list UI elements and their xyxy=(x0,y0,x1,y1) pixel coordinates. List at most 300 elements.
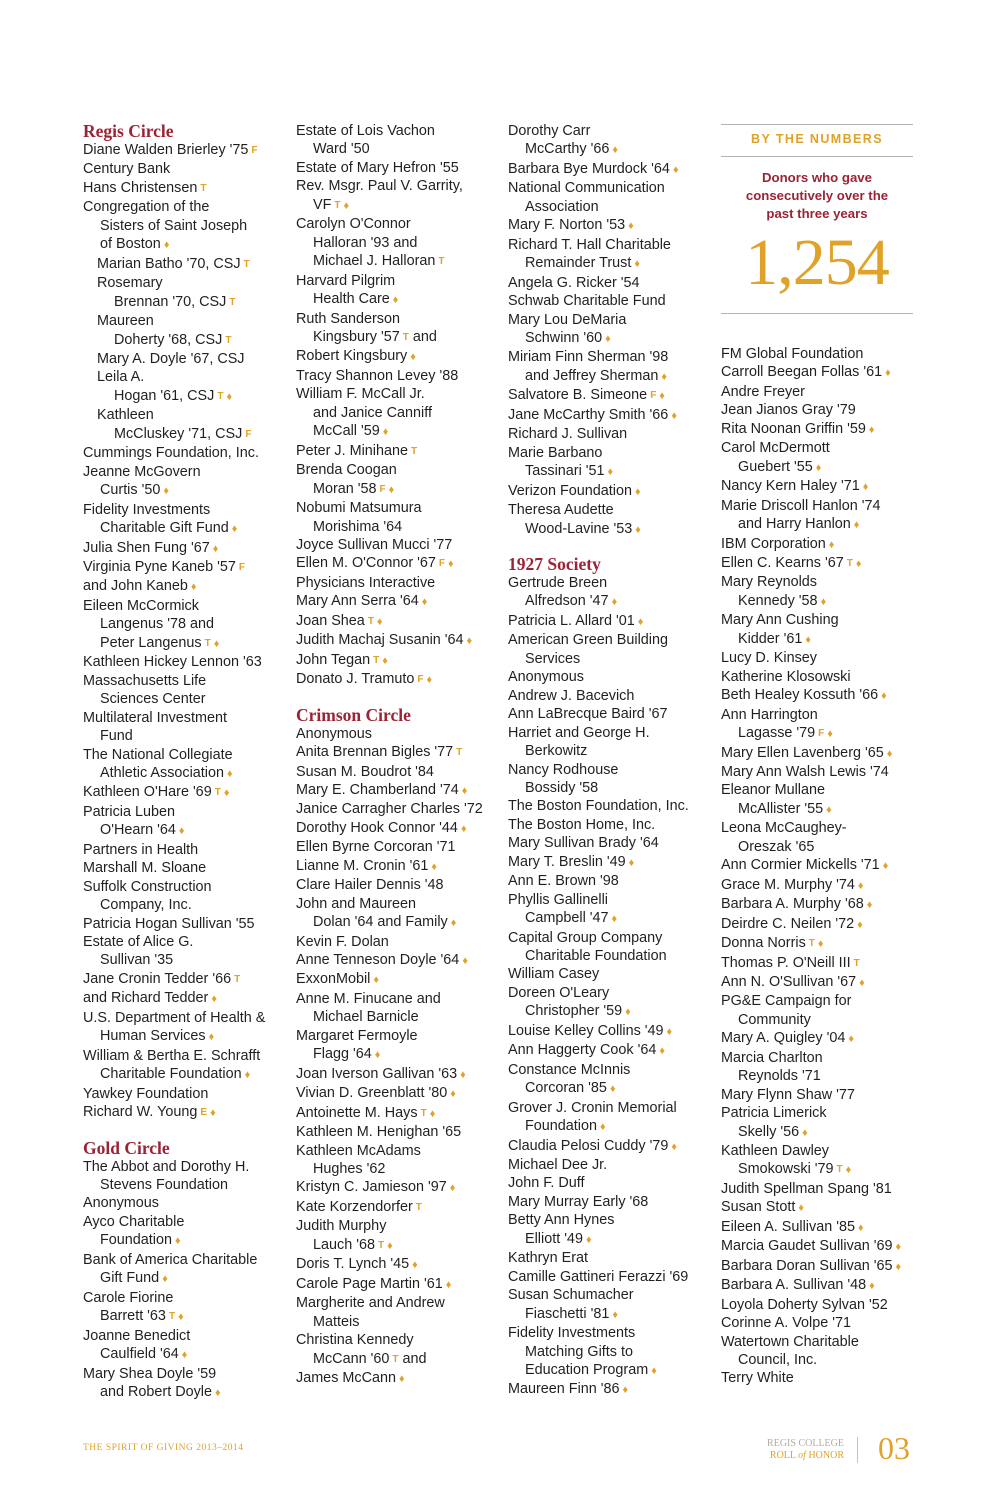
donor-entry xyxy=(296,612,492,631)
donor-entry xyxy=(721,1104,921,1142)
diamond-icon: ♦ xyxy=(634,258,640,271)
donor-entry xyxy=(508,631,704,668)
donor-name: Mary Ann Walsh Lewis '74 xyxy=(721,763,889,780)
donor-entry xyxy=(508,425,704,443)
donor-entry xyxy=(296,895,492,933)
donor-name: Charitable Foundation xyxy=(525,948,667,965)
donor-name: Partners in Health xyxy=(83,841,199,858)
donor-name: Ann N. O'Sullivan '67 xyxy=(721,973,857,990)
donor-entry xyxy=(83,915,279,933)
donor-entry xyxy=(721,611,921,649)
giving-marker-f-icon: F xyxy=(417,674,424,686)
donor-entry xyxy=(83,1009,279,1047)
donor-name: Jane Cronin Tedder '66 xyxy=(83,970,232,987)
donor-entry xyxy=(83,179,279,198)
diamond-icon: ♦ xyxy=(600,1121,606,1134)
diamond-icon: ♦ xyxy=(612,1308,618,1321)
diamond-icon: ♦ xyxy=(211,993,217,1006)
diamond-icon: ♦ xyxy=(635,485,641,498)
donor-entry xyxy=(83,1085,279,1103)
donor-entry xyxy=(296,951,492,970)
donor-name: Carole Page Martin '61 xyxy=(296,1275,443,1292)
giving-marker-t-icon: T xyxy=(846,557,853,569)
footer-brand-of: of xyxy=(798,1449,806,1461)
donor-name: Capital Group Company xyxy=(508,929,663,946)
diamond-icon: ♦ xyxy=(212,542,219,555)
donor-entry xyxy=(296,838,492,856)
donor-name: PG&E Campaign for xyxy=(721,993,852,1010)
donor-name: Human Services xyxy=(100,1028,206,1045)
diamond-icon: ♦ xyxy=(826,803,832,816)
donor-entry xyxy=(296,1198,492,1217)
diamond-icon: ♦ xyxy=(387,1239,393,1252)
donor-name: John and Maureen xyxy=(296,895,417,912)
page-number: 03 xyxy=(878,1430,910,1466)
donor-entry xyxy=(296,1104,492,1123)
donor-entry xyxy=(508,834,704,852)
diamond-icon: ♦ xyxy=(223,787,230,800)
donor-entry xyxy=(83,406,279,444)
donor-entry xyxy=(83,1213,279,1251)
donor-name: Ayco Charitable xyxy=(83,1213,185,1230)
footer-brand-line-2 xyxy=(767,1450,844,1462)
donor-name: Dorothy Hook Connor '44 xyxy=(296,819,458,836)
donor-name: ExxonMobil xyxy=(296,971,371,988)
donor-entry xyxy=(296,215,492,271)
giving-marker-t-icon: T xyxy=(229,296,236,308)
donor-name: McCarthy '66 xyxy=(525,141,610,158)
donor-name: Barbara A. Murphy '68 xyxy=(721,896,864,913)
donor-entry xyxy=(83,783,279,802)
giving-marker-t-icon: T xyxy=(377,1239,385,1251)
donor-entry xyxy=(721,1218,921,1237)
donor-entry xyxy=(296,159,492,177)
donor-entry xyxy=(296,347,492,366)
diamond-icon: ♦ xyxy=(462,955,468,968)
donor-name: Mary F. Norton '53 xyxy=(508,217,626,234)
donor-name: Caulfield '64 xyxy=(100,1346,179,1363)
donor-entry xyxy=(296,1178,492,1197)
by-the-numbers-box xyxy=(721,124,913,314)
donor-name: Eileen McCormick xyxy=(83,597,199,614)
donor-name: Mary Reynolds xyxy=(721,574,817,591)
donor-name: Bank of America Charitable xyxy=(83,1251,258,1268)
diamond-icon: ♦ xyxy=(869,1280,875,1293)
donor-name: Claudia Pelosi Cuddy '79 xyxy=(508,1137,669,1154)
giving-marker-t-icon: T xyxy=(392,1353,399,1365)
donor-name: Virginia Pyne Kaneb '57 xyxy=(83,558,236,575)
donor-name: Skelly '56 xyxy=(738,1123,800,1140)
donor-entry xyxy=(83,933,279,970)
donor-entry xyxy=(508,872,704,890)
donor-entry xyxy=(296,536,492,554)
donor-entry xyxy=(508,574,704,612)
diamond-icon: ♦ xyxy=(628,220,634,233)
donor-name: Hughes '62 xyxy=(313,1161,386,1178)
donor-entry xyxy=(296,367,492,385)
donor-entry xyxy=(83,841,279,859)
donor-name: Kathleen O'Hare '69 xyxy=(83,784,212,801)
donor-name: Carol McDermott xyxy=(721,440,830,457)
diamond-icon: ♦ xyxy=(388,483,395,496)
donor-entry xyxy=(296,1142,492,1179)
rule-middle xyxy=(721,156,913,157)
donor-name: Association xyxy=(525,198,599,215)
donor-entry xyxy=(721,934,921,953)
donor-entry xyxy=(296,725,492,743)
diamond-icon: ♦ xyxy=(671,409,677,422)
donor-name: Lucy D. Kinsey xyxy=(721,650,817,667)
donor-name: Ann Harrington xyxy=(721,706,818,723)
donor-entry xyxy=(508,292,704,310)
donor-entry xyxy=(83,198,279,254)
giving-marker-f-icon: F xyxy=(251,145,258,156)
donor-name: Rita Noonan Griffin '59 xyxy=(721,420,866,437)
giving-marker-t-icon: T xyxy=(438,256,445,268)
diamond-icon: ♦ xyxy=(163,239,170,252)
donor-name: Kingsbury '57 xyxy=(313,328,400,345)
donor-entry xyxy=(721,477,921,496)
diamond-icon: ♦ xyxy=(857,1221,864,1234)
donor-entry xyxy=(508,687,704,705)
donor-name: William & Bertha E. Schrafft xyxy=(83,1047,261,1064)
donor-name: Rosemary xyxy=(97,275,163,292)
donor-name: Ann LaBrecque Baird '67 xyxy=(508,706,668,723)
donor-entry xyxy=(83,255,279,274)
donor-entry xyxy=(721,1237,921,1256)
donor-name: Patricia Limerick xyxy=(721,1105,827,1122)
donor-entry xyxy=(83,597,279,653)
donor-name: Kathleen xyxy=(97,407,154,424)
diamond-icon: ♦ xyxy=(382,426,389,439)
donor-entry xyxy=(296,442,492,461)
donor-name: Donna Norris xyxy=(721,935,806,952)
diamond-icon: ♦ xyxy=(190,581,197,594)
donor-entry xyxy=(296,1084,492,1103)
rule-bottom xyxy=(721,313,913,314)
donor-name: Schwinn '60 xyxy=(525,329,603,346)
donor-entry xyxy=(508,236,704,274)
donor-name: Ruth Sanderson xyxy=(296,310,401,327)
donor-name: Education Program xyxy=(525,1362,649,1378)
donor-name: Doherty '68, CSJ xyxy=(114,331,223,348)
donor-name-continuation: and xyxy=(408,328,437,345)
donor-name: Corinne A. Volpe '71 xyxy=(721,1315,851,1332)
footer-divider xyxy=(857,1437,858,1463)
donor-entry xyxy=(721,876,921,895)
donor-entry xyxy=(508,1211,704,1249)
section-heading: 1927 Society xyxy=(508,553,601,574)
donor-entry xyxy=(721,1086,921,1104)
donor-entry xyxy=(83,501,279,539)
donor-name: Smokowski '79 xyxy=(738,1161,834,1178)
donor-entry xyxy=(508,160,704,179)
donor-entry xyxy=(296,272,492,310)
donor-entry xyxy=(721,497,921,535)
diamond-icon: ♦ xyxy=(637,615,644,628)
donor-name: Hans Christensen xyxy=(83,179,198,196)
donor-entry xyxy=(296,1275,492,1294)
donor-name: Kathleen Dawley xyxy=(721,1143,829,1160)
donor-name: Council, Inc. xyxy=(738,1352,818,1369)
donor-section xyxy=(83,122,279,1123)
donor-name: Judith Murphy xyxy=(296,1218,387,1235)
donor-entry xyxy=(508,1174,704,1192)
giving-marker-t-icon: T xyxy=(373,654,380,666)
donor-section xyxy=(296,706,492,1389)
donor-name: Katherine Klosowski xyxy=(721,668,851,685)
donor-name: The Abbot and Dorothy H. xyxy=(83,1158,250,1175)
donor-name: Julia Shen Fung '67 xyxy=(83,539,210,556)
giving-marker-t-icon: T xyxy=(853,957,860,969)
donor-name: Gift Fund xyxy=(100,1270,160,1287)
donor-column-1 xyxy=(83,122,279,1402)
donor-entry xyxy=(83,312,279,350)
donor-entry xyxy=(296,122,492,159)
diamond-icon: ♦ xyxy=(208,1031,215,1044)
donor-entry xyxy=(83,1289,279,1327)
donor-entry xyxy=(83,160,279,178)
giving-marker-t-icon: T xyxy=(168,1311,176,1323)
donor-name: Eileen A. Sullivan '85 xyxy=(721,1218,855,1235)
donor-name: and John Kaneb xyxy=(83,578,188,595)
donor-entry xyxy=(721,554,921,573)
giving-marker-t-icon: T xyxy=(214,787,221,799)
diamond-icon: ♦ xyxy=(866,899,873,912)
diamond-icon: ♦ xyxy=(461,784,468,797)
donor-entry xyxy=(721,895,921,914)
donor-name: Marcia Gaudet Sullivan '69 xyxy=(721,1238,893,1255)
diamond-icon: ♦ xyxy=(431,860,437,873)
donor-entry xyxy=(296,800,492,818)
donor-name: The National Collegiate xyxy=(83,746,233,763)
donor-entry xyxy=(508,816,704,834)
donor-name: American Green Building xyxy=(508,632,668,649)
diamond-icon: ♦ xyxy=(449,1182,456,1195)
donor-name: Grover J. Cronin Memorial xyxy=(508,1099,677,1116)
by-the-numbers-title: BY THE NUMBERS xyxy=(751,132,883,146)
donor-name: Robert Kingsbury xyxy=(296,348,408,365)
donor-entry xyxy=(296,1123,492,1141)
donor-entry xyxy=(508,274,704,292)
donor-entry xyxy=(721,668,921,686)
donor-entry xyxy=(508,501,704,539)
donor-name: Joan Iverson Gallivan '63 xyxy=(296,1065,458,1082)
donor-name: Mary Flynn Shaw '77 xyxy=(721,1086,855,1103)
giving-marker-t-icon: T xyxy=(456,747,463,759)
donor-entry xyxy=(721,781,921,819)
donor-name: Ann Haggerty Cook '64 xyxy=(508,1042,657,1059)
donor-column-4 xyxy=(721,345,921,1388)
donor-name: FM Global Foundation xyxy=(721,346,864,362)
footer-college-name xyxy=(767,1438,844,1461)
donor-name: Remainder Trust xyxy=(525,255,632,272)
donor-name: Hogan '61, CSJ xyxy=(114,387,215,404)
donor-name: Kate Korzendorfer xyxy=(296,1198,413,1215)
donor-entry xyxy=(721,1142,921,1180)
donor-entry xyxy=(83,463,279,501)
donor-name: Patricia Hogan Sullivan '55 xyxy=(83,915,255,932)
diamond-icon: ♦ xyxy=(382,654,388,667)
diamond-icon: ♦ xyxy=(859,976,865,989)
donor-name: Sullivan '35 xyxy=(100,952,174,969)
donor-name: Loyola Doherty Sylvan '52 xyxy=(721,1296,888,1313)
donor-name: Verizon Foundation xyxy=(508,482,633,499)
donor-entry xyxy=(721,915,921,934)
donor-name: Watertown Charitable xyxy=(721,1333,859,1350)
section-heading: Regis Circle xyxy=(83,121,174,141)
donor-entry xyxy=(508,965,704,983)
donor-entry xyxy=(508,891,704,929)
donor-name: Nancy Rodhouse xyxy=(508,761,619,778)
donor-name: Elliott '49 xyxy=(525,1230,583,1247)
diamond-icon: ♦ xyxy=(450,1088,456,1101)
donor-name: Kathleen M. Henighan '65 xyxy=(296,1124,462,1141)
diamond-icon: ♦ xyxy=(805,633,811,646)
donor-name: Campbell '47 xyxy=(525,910,609,927)
donor-name: Ann E. Brown '98 xyxy=(508,873,619,890)
diamond-icon: ♦ xyxy=(817,938,824,951)
donor-entry xyxy=(508,1099,704,1137)
donor-entry xyxy=(508,348,704,386)
diamond-icon: ♦ xyxy=(886,747,893,760)
diamond-icon: ♦ xyxy=(820,595,827,608)
diamond-icon: ♦ xyxy=(857,879,864,892)
diamond-icon: ♦ xyxy=(857,918,863,931)
donor-entry xyxy=(508,1041,704,1060)
donor-name-continuation: and xyxy=(398,1350,427,1367)
diamond-icon: ♦ xyxy=(611,913,618,926)
donor-name: Fidelity Investments xyxy=(508,1325,636,1342)
diamond-icon: ♦ xyxy=(178,1311,184,1324)
donor-entry xyxy=(721,819,921,856)
donor-entry xyxy=(721,1296,921,1314)
donor-entry xyxy=(83,1103,279,1122)
footer-publication-title: THE SPIRIT OF GIVING 2013–2014 xyxy=(83,1443,244,1453)
diamond-icon: ♦ xyxy=(373,974,380,987)
donor-entry xyxy=(721,345,921,363)
diamond-icon: ♦ xyxy=(374,1049,381,1062)
donor-name: Maureen xyxy=(97,313,154,330)
donor-name: Susan Schumacher xyxy=(508,1287,634,1304)
footer-brand-line-1: REGIS COLLEGE xyxy=(767,1438,844,1449)
donor-entry xyxy=(296,385,492,441)
diamond-icon: ♦ xyxy=(798,1202,805,1215)
donor-entry xyxy=(296,1027,492,1065)
donor-name: and Robert Doyle xyxy=(100,1384,212,1400)
donor-name: Suffolk Construction xyxy=(83,878,212,895)
donor-name: Alfredson '47 xyxy=(525,593,609,610)
donor-entry xyxy=(83,970,279,989)
donor-name: Harriet and George H. xyxy=(508,724,650,741)
diamond-icon: ♦ xyxy=(445,1278,452,1291)
donor-entry xyxy=(296,857,492,876)
donor-entry xyxy=(508,1137,704,1156)
donor-name: Company, Inc. xyxy=(100,897,192,914)
diamond-icon: ♦ xyxy=(882,860,889,873)
diamond-icon: ♦ xyxy=(607,466,614,479)
donor-name: Angela G. Ricker '54 xyxy=(508,274,640,291)
diamond-icon: ♦ xyxy=(162,1273,168,1286)
donor-entry xyxy=(721,649,921,667)
donor-entry xyxy=(83,746,279,784)
rule-top xyxy=(721,124,913,125)
donor-entry xyxy=(508,1286,704,1324)
donor-name: Theresa Audette xyxy=(508,502,614,519)
diamond-icon: ♦ xyxy=(421,596,428,609)
diamond-icon: ♦ xyxy=(609,1083,616,1096)
diamond-icon: ♦ xyxy=(612,144,618,157)
donor-name: Kathryn Erat xyxy=(508,1250,588,1267)
donor-name: Christopher '59 xyxy=(525,1003,623,1020)
donor-name: IBM Corporation xyxy=(721,535,826,552)
donor-name: The Boston Home, Inc. xyxy=(508,816,656,833)
donor-entry xyxy=(721,1314,921,1332)
donor-name: and Jeffrey Sherman xyxy=(525,367,659,384)
giving-marker-t-icon: T xyxy=(225,334,232,346)
donor-name: William Casey xyxy=(508,966,600,983)
donor-name: Joanne Benedict xyxy=(83,1327,191,1344)
donor-name: Ann Cormier Mickells '71 xyxy=(721,857,880,874)
donor-name: Flagg '64 xyxy=(313,1046,372,1063)
donor-name: U.S. Department of Health & xyxy=(83,1009,266,1026)
donor-name: John F. Duff xyxy=(508,1175,585,1192)
diamond-icon: ♦ xyxy=(853,519,860,532)
donor-name: Massachusetts Life xyxy=(83,672,207,689)
donor-name: Stevens Foundation xyxy=(100,1177,229,1194)
donor-entry xyxy=(721,1029,921,1048)
donor-entry xyxy=(296,670,492,689)
donor-name: Berkowitz xyxy=(525,743,588,760)
diamond-icon: ♦ xyxy=(802,1126,808,1139)
donor-name: Oreszak '65 xyxy=(738,838,815,855)
donor-name: Kidder '61 xyxy=(738,630,803,647)
donor-name: Andrew J. Bacevich xyxy=(508,687,635,704)
donor-name: of Boston xyxy=(100,236,161,253)
donor-entry xyxy=(296,554,492,573)
donor-name: Kevin F. Dolan xyxy=(296,933,389,950)
donor-name: Marcia Charlton xyxy=(721,1049,823,1066)
diamond-icon: ♦ xyxy=(845,1164,852,1177)
donor-entry xyxy=(83,1327,279,1365)
donor-name: Multilateral Investment xyxy=(83,709,227,726)
donor-name: Margaret Fermoyle xyxy=(296,1027,418,1044)
giving-marker-f-icon: F xyxy=(438,558,445,570)
donor-name: Harvard Pilgrim xyxy=(296,272,396,289)
diamond-icon: ♦ xyxy=(885,367,891,380)
donor-name: Michael J. Halloran xyxy=(313,253,436,270)
diamond-icon: ♦ xyxy=(855,557,862,570)
donor-name: Estate of Lois Vachon xyxy=(296,123,435,139)
donor-entry xyxy=(721,1049,921,1086)
donor-name: Patricia Luben xyxy=(83,803,176,820)
donor-name: Judith Machaj Susanin '64 xyxy=(296,632,464,649)
donor-name: Nancy Kern Haley '71 xyxy=(721,478,860,495)
giving-marker-f-icon: F xyxy=(650,390,657,402)
donor-name: Constance McInnis xyxy=(508,1061,631,1078)
donor-entry xyxy=(296,631,492,650)
donor-entry xyxy=(296,1294,492,1331)
donor-name: Leila A. xyxy=(97,369,145,386)
donor-entry xyxy=(508,1324,704,1380)
giving-marker-t-icon: T xyxy=(836,1164,843,1176)
giving-marker-f-icon: F xyxy=(379,483,386,495)
donor-name: Rev. Msgr. Paul V. Garrity, xyxy=(296,178,463,195)
footer-brand-roll: ROLL xyxy=(769,1449,799,1461)
donor-entry xyxy=(83,444,279,462)
donor-entry xyxy=(721,1180,921,1198)
donor-entry xyxy=(508,1061,704,1099)
